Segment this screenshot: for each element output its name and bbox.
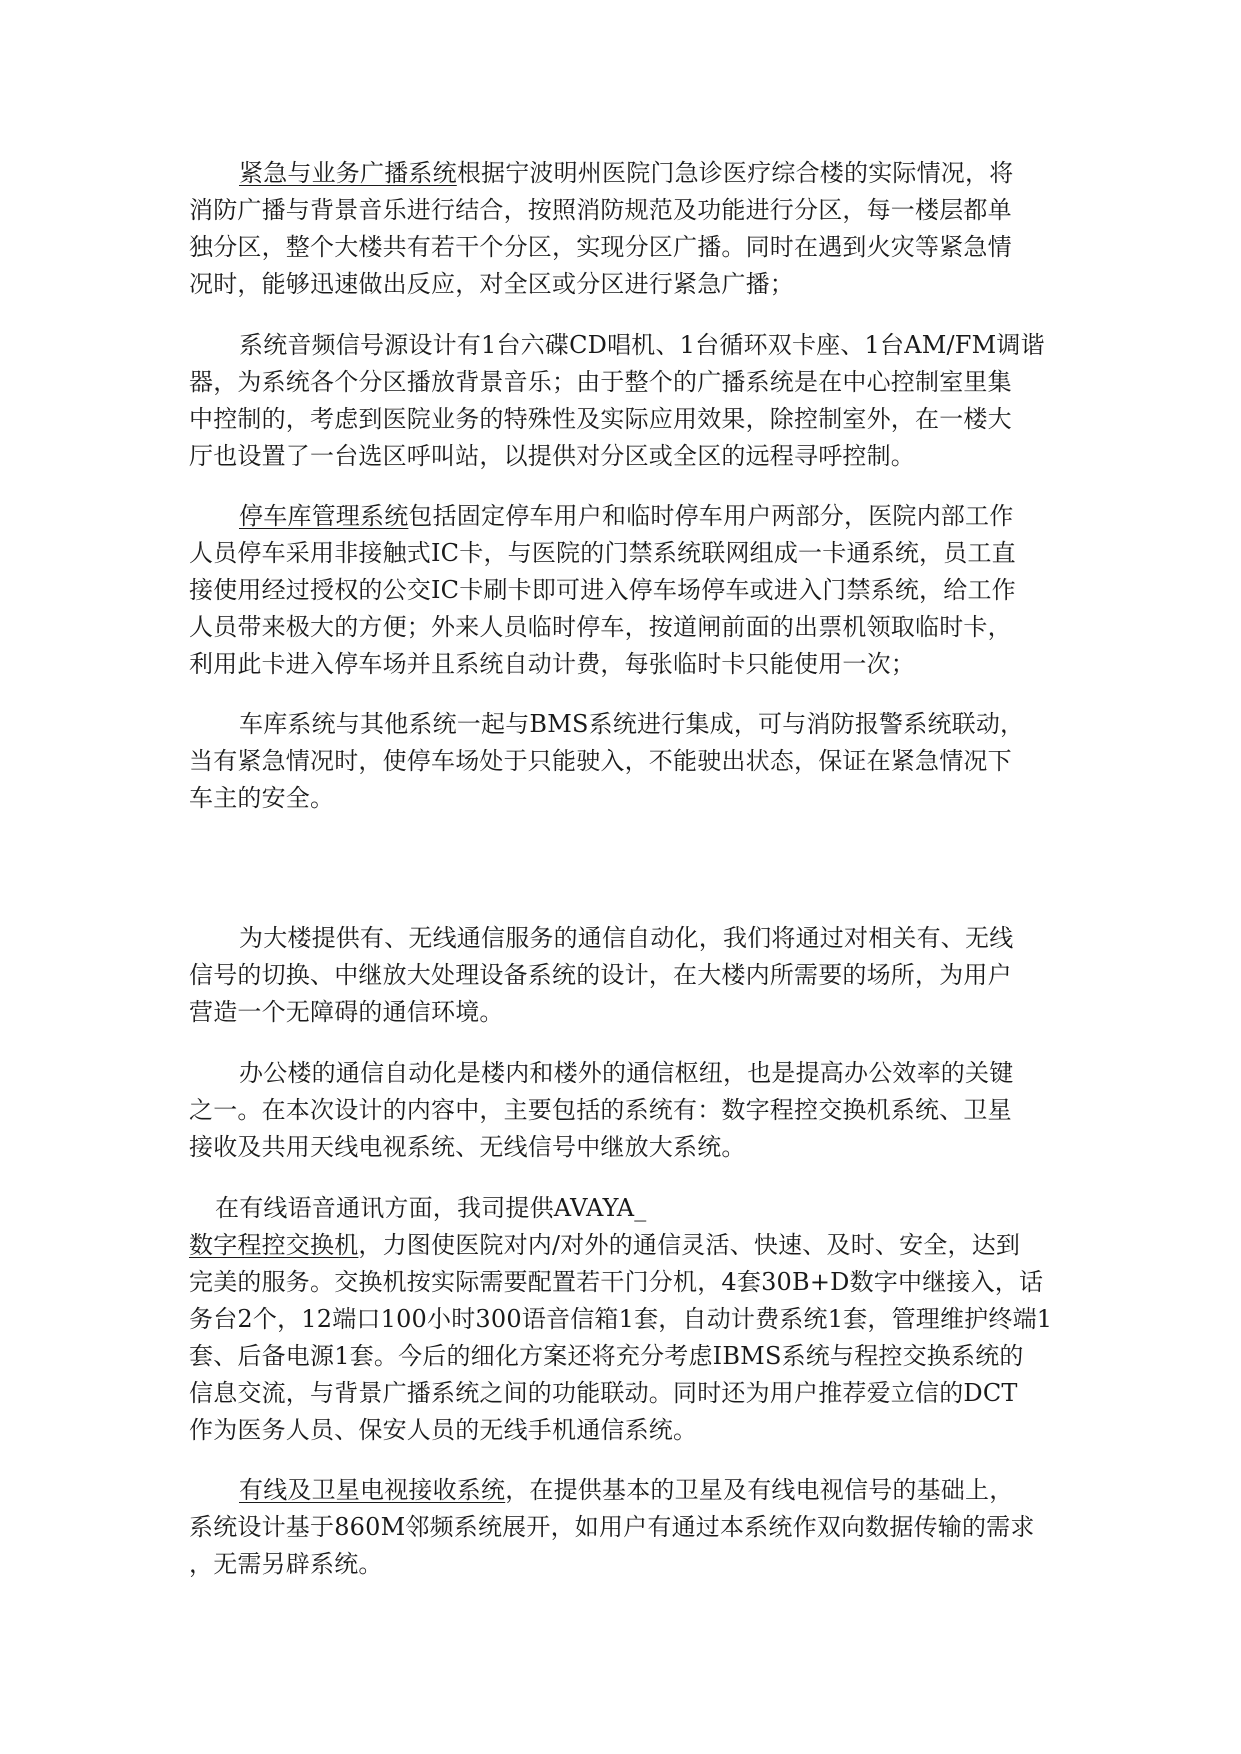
paragraph-line: ，无需另辟系统。 [189,1550,383,1578]
paragraph-line: 器，为系统各个分区播放背景音乐；由于整个的广播系统是在中心控制室里集 [189,368,1012,396]
paragraph-line: 中控制的，考虑到医院业务的特殊性及实际应用效果，除控制室外，在一楼大 [189,405,1012,433]
paragraph-line: 厅也设置了一台选区呼叫站，以提供对分区或全区的远程寻呼控制。 [189,442,915,470]
paragraph-line: 车库系统与其他系统一起与BMS系统进行集成，可与消防报警系统联动， [239,710,1025,738]
paragraph-line: 车主的安全。 [189,784,335,812]
paragraph-garage-bms [189,706,1045,817]
parking-system-link[interactable]: 停车库管理系统 [239,502,409,530]
paragraph-line: 信息交流，与背景广播系统之间的功能联动。同时还为用户推荐爱立信的DCT [189,1379,1018,1407]
paragraph-line: 信号的切换、中继放大处理设备系统的设计，在大楼内所需要的场所，为用户 [189,961,1012,989]
paragraph-line: 为大楼提供有、无线通信服务的通信自动化，我们将通过对相关有、无线 [239,924,1014,952]
paragraph-audio-source [189,327,1045,475]
paragraph-line: 有线及卫星电视接收系统，在提供基本的卫星及有线电视信号的基础上， [239,1476,1014,1504]
paragraph-line: 系统设计基于860M邻频系统展开，如用户有通过本系统作双向数据传输的需求 [189,1513,1035,1541]
paragraph-office-communication [189,1055,1045,1166]
paragraph-line: 完美的服务。交换机按实际需要配置若干门分机，4套30B+D数字中继接入，话 [189,1268,1044,1296]
paragraph-parking-management [189,498,1045,683]
paragraph-line: 人员停车采用非接触式IC卡，与医院的门禁系统联网组成一卡通系统，员工直 [189,539,1016,567]
paragraph-line: 消防广播与背景音乐进行结合，按照消防规范及功能进行分区，每一楼层都单 [189,196,1012,224]
paragraph-line: 数字程控交换机，力图使医院对内/对外的通信灵活、快速、及时、安全，达到 [189,1231,1021,1259]
paragraph-line: 独分区，整个大楼共有若干个分区，实现分区广播。同时在遇到火灾等紧急情 [189,233,1012,261]
paragraph-line: 营造一个无障碍的通信环境。 [189,998,504,1026]
paragraph-line: 套、后备电源1套。今后的细化方案还将充分考虑IBMS系统与程控交换系统的 [189,1342,1024,1370]
paragraph-emergency-broadcast [189,155,1045,303]
tv-reception-link[interactable]: 有线及卫星电视接收系统 [239,1476,506,1504]
paragraph-line: 系统音频信号源设计有1台六碟CD唱机、1台循环双卡座、1台AM/FM调谐 [239,331,1045,359]
paragraph-line: 在有线语音通讯方面，我司提供AVAYA_ [215,1194,647,1222]
paragraph-line: 当有紧急情况时，使停车场处于只能驶入，不能驶出状态，保证在紧急情况下 [189,747,1012,775]
paragraph-line: 接使用经过授权的公交IC卡刷卡即可进入停车场停车或进入门禁系统，给工作 [189,576,1016,604]
paragraph-line: 之一。在本次设计的内容中，主要包括的系统有：数字程控交换机系统、卫星 [189,1096,1012,1124]
paragraph-line: 况时，能够迅速做出反应，对全区或分区进行紧急广播； [189,270,794,298]
paragraph-line: 务台2个，12端口100小时300语音信箱1套，自动计费系统1套，管理维护终端1 [189,1305,1053,1333]
paragraph-line: 接收及共用天线电视系统、无线信号中继放大系统。 [189,1133,746,1161]
paragraph-line: 利用此卡进入停车场并且系统自动计费，每张临时卡只能使用一次； [189,650,915,678]
paragraph-tv-reception [189,1472,1045,1583]
paragraph-line: 办公楼的通信自动化是楼内和楼外的通信枢纽，也是提高办公效率的关键 [239,1059,1014,1087]
paragraph-communication-automation [189,920,1045,1031]
paragraph-wired-voice [189,1190,1053,1449]
emergency-broadcast-link[interactable]: 紧急与业务广播系统 [239,159,457,187]
paragraph-line: 作为医务人员、保安人员的无线手机通信系统。 [189,1416,698,1444]
paragraph-line: 人员带来极大的方便；外来人员临时停车，按道闸前面的出票机领取临时卡， [189,613,1012,641]
pbx-link[interactable]: 数字程控交换机 [189,1231,359,1259]
paragraph-line: 停车库管理系统包括固定停车用户和临时停车用户两部分，医院内部工作 [239,502,1014,530]
paragraph-line: 紧急与业务广播系统根据宁波明州医院门急诊医疗综合楼的实际情况，将 [239,159,1014,187]
